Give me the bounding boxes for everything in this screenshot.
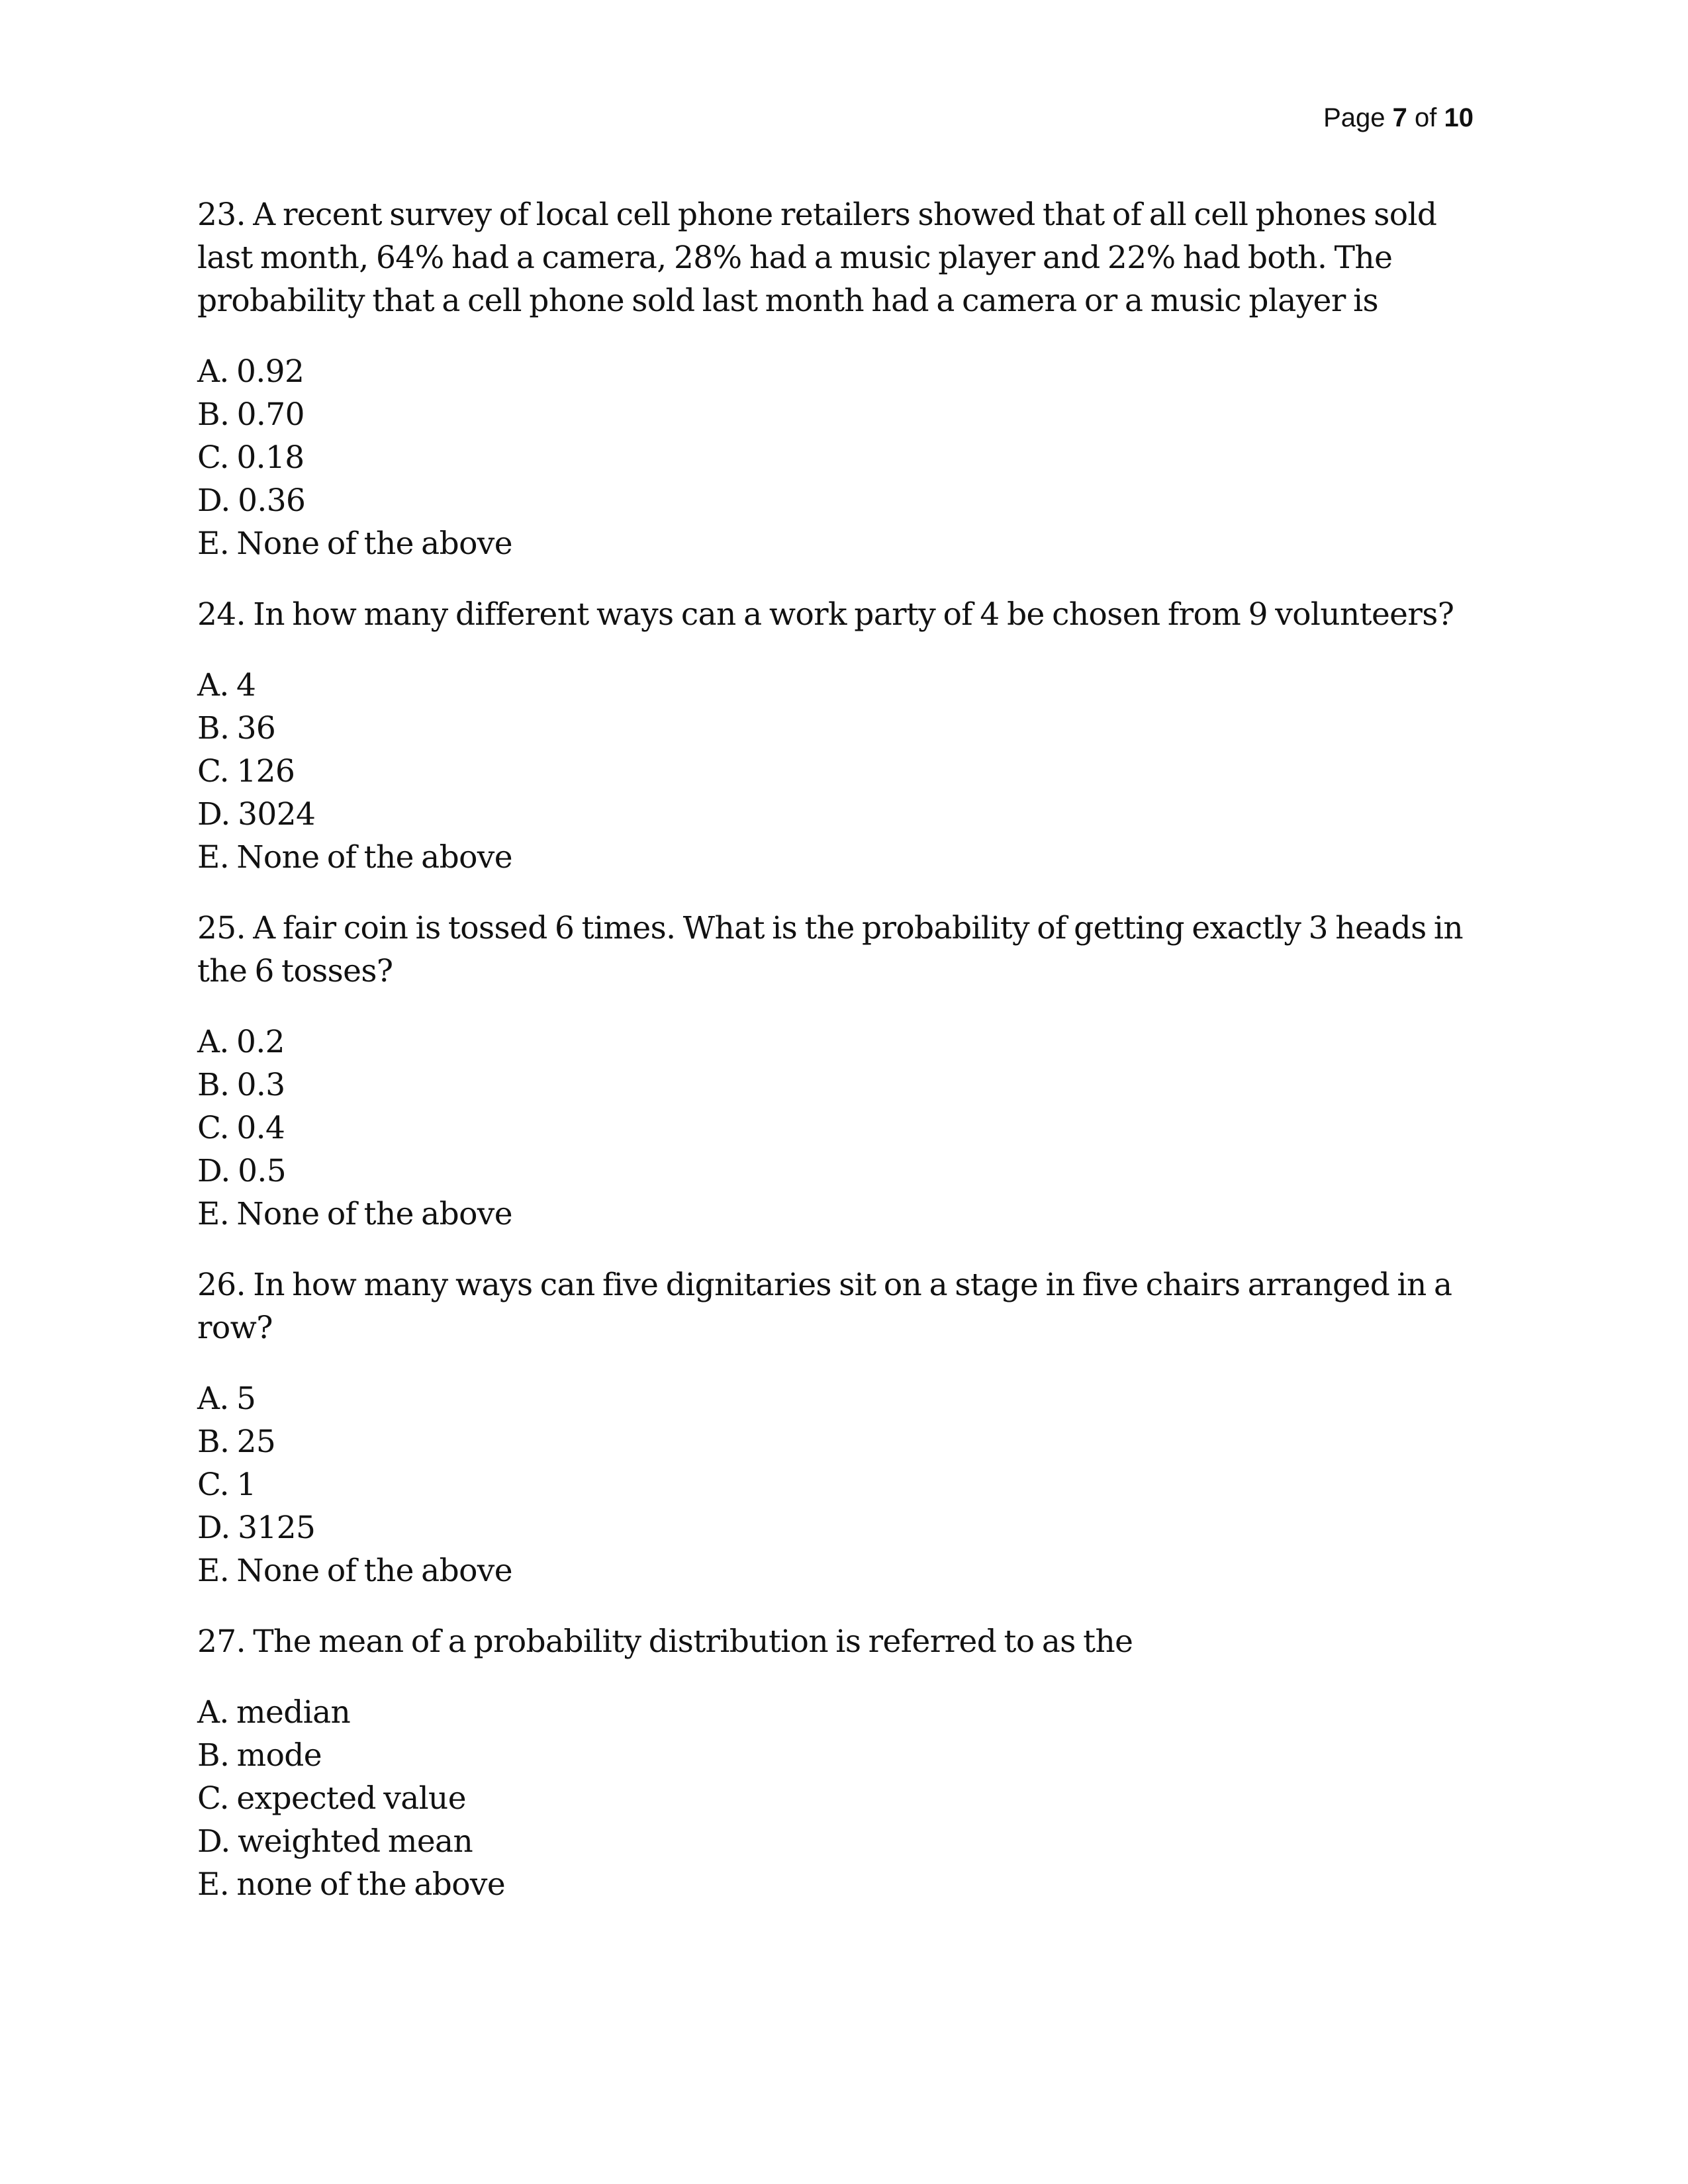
option-e: E. None of the above <box>197 1553 512 1589</box>
answer-options <box>197 664 1495 879</box>
option-a: A. 0.92 <box>197 353 305 390</box>
page-total: 10 <box>1444 103 1474 132</box>
option-c: C. 1 <box>197 1467 256 1503</box>
option-b: B. 0.70 <box>197 396 305 433</box>
option-b: B. 25 <box>197 1424 276 1460</box>
answer-options <box>197 1021 1495 1236</box>
option-b: B. 36 <box>197 710 276 747</box>
question-24 <box>197 593 1495 879</box>
option-d: D. 0.36 <box>197 482 306 519</box>
page-current: 7 <box>1392 103 1407 132</box>
question-25 <box>197 907 1495 1236</box>
answer-options <box>197 1377 1495 1592</box>
question-26 <box>197 1263 1495 1592</box>
option-a: A. median <box>197 1694 351 1731</box>
question-text: 23. A recent survey of local cell phone retailers showed that of all cell phones sold last month, 64% had a camera, 28% had a music player and 22% had both. The probability that a cell phone sold last month had a camera or a music player is <box>197 197 1437 319</box>
option-d: D. 0.5 <box>197 1153 287 1189</box>
page-label: Page <box>1323 103 1393 132</box>
option-a: A. 0.2 <box>197 1024 285 1060</box>
page-number <box>1323 99 1474 136</box>
option-b: B. 0.3 <box>197 1067 285 1103</box>
option-d: D. 3024 <box>197 796 316 833</box>
question-list <box>197 193 1495 1934</box>
page-of-label: of <box>1407 103 1444 132</box>
option-e: E. None of the above <box>197 1196 512 1232</box>
question-text: 24. In how many different ways can a work party of 4 be chosen from 9 volunteers? <box>197 596 1454 633</box>
option-c: C. 126 <box>197 753 295 790</box>
question-23 <box>197 193 1495 565</box>
question-text: 27. The mean of a probability distribution is referred to as the <box>197 1623 1133 1660</box>
option-e: E. None of the above <box>197 839 512 876</box>
answer-options <box>197 1691 1495 1906</box>
option-e: E. none of the above <box>197 1866 506 1903</box>
answer-options <box>197 350 1495 565</box>
question-text: 26. In how many ways can five dignitaries sit on a stage in five chairs arranged in a row? <box>197 1267 1452 1346</box>
option-c: C. 0.4 <box>197 1110 285 1146</box>
option-d: D. 3125 <box>197 1510 316 1546</box>
option-a: A. 4 <box>197 667 256 704</box>
option-d: D. weighted mean <box>197 1823 473 1860</box>
option-b: B. mode <box>197 1737 322 1774</box>
option-e: E. None of the above <box>197 525 512 562</box>
question-text: 25. A fair coin is tossed 6 times. What is the probability of getting exactly 3 heads in the 6 tosses? <box>197 910 1464 989</box>
option-c: C. 0.18 <box>197 439 305 476</box>
option-a: A. 5 <box>197 1381 256 1417</box>
option-c: C. expected value <box>197 1780 466 1817</box>
question-27 <box>197 1620 1495 1906</box>
